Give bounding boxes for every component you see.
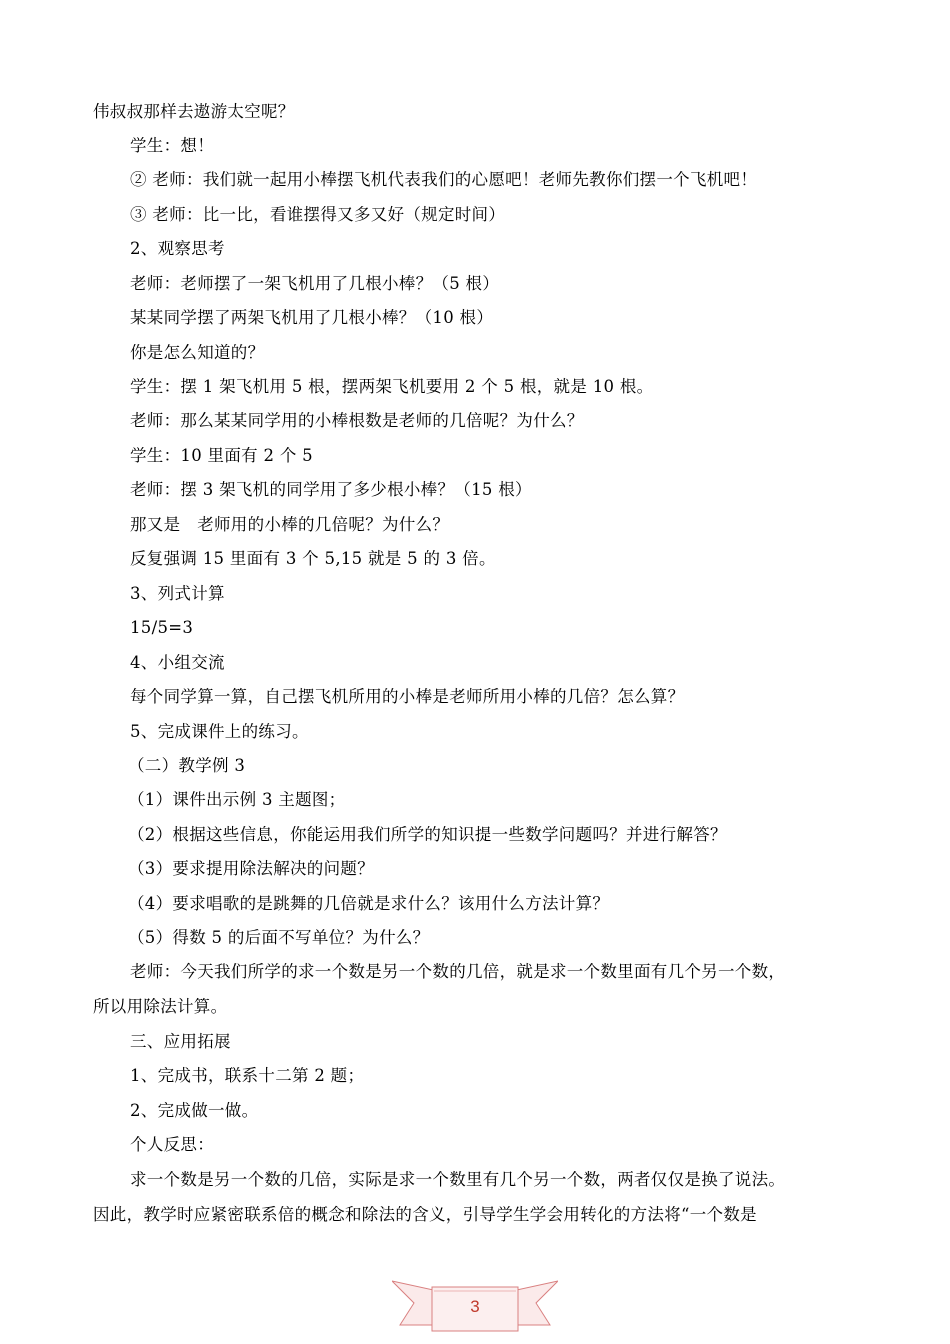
section-heading: 4、小组交流 (130, 653, 225, 672)
formula-line: 15/5=3 (130, 618, 194, 637)
text-line: 学生：10 里面有 2 个 5 (130, 446, 313, 465)
text-line: 老师：摆 3 架飞机的同学用了多少根小棒？（15 根） (130, 480, 532, 499)
text-line: （2）根据这些信息，你能运用我们所学的知识提一些数学问题吗？并进行解答？ (128, 825, 727, 844)
text-line: 求一个数是另一个数的几倍，实际是求一个数里有几个另一个数，两者仅仅是换了说法。 (130, 1170, 786, 1189)
text-line: （3）要求提用除法解决的问题？ (128, 859, 374, 878)
text-line: （4）要求唱歌的是跳舞的几倍就是求什么？该用什么方法计算？ (128, 894, 610, 913)
text-line: 所以用除法计算。 (93, 997, 228, 1016)
text-line: （5）得数 5 的后面不写单位？为什么？ (128, 928, 430, 947)
text-line: 学生：摆 1 架飞机用 5 根，摆两架飞机要用 2 个 5 根，就是 10 根。 (130, 377, 654, 396)
text-line: 因此，教学时应紧密联系倍的概念和除法的含义，引导学生学会用转化的方法将“一个数是 (93, 1205, 757, 1224)
text-line: 那又是 老师用的小棒的几倍呢？为什么？ (130, 515, 450, 534)
text-line: ② 老师：我们就一起用小棒摆飞机代表我们的心愿吧！老师先教你们摆一个飞机吧！ (130, 170, 758, 189)
text-line: 2、完成做一做。 (130, 1101, 259, 1120)
text-line: 某某同学摆了两架飞机用了几根小棒？（10 根） (130, 308, 494, 327)
text-line: 你是怎么知道的？ (130, 343, 265, 362)
section-heading: 2、观察思考 (130, 239, 225, 258)
text-line: 反复强调 15 里面有 3 个 5,15 就是 5 的 3 倍。 (130, 549, 496, 568)
text-line: 每个同学算一算，自己摆飞机所用的小棒是老师所用小棒的几倍？怎么算？ (130, 687, 685, 706)
section-heading: 5、完成课件上的练习。 (130, 722, 309, 741)
section-heading: （二）教学例 3 (128, 756, 246, 775)
section-heading: 三、应用拓展 (130, 1032, 231, 1051)
text-line: 伟叔叔那样去遨游太空呢？ (93, 102, 295, 121)
text-line: 个人反思： (130, 1135, 214, 1154)
text-line: ③ 老师：比一比，看谁摆得又多又好（规定时间） (130, 205, 506, 224)
text-line: （1）课件出示例 3 主题图； (128, 790, 346, 809)
text-line: 老师：今天我们所学的求一个数是另一个数的几倍，就是求一个数里面有几个另一个数， (130, 962, 786, 981)
text-line: 老师：那么某某同学用的小棒根数是老师的几倍呢？为什么？ (130, 411, 584, 430)
text-line: 学生：想！ (130, 136, 214, 155)
section-heading: 3、列式计算 (130, 584, 225, 603)
text-line: 1、完成书，联系十二第 2 题； (130, 1066, 365, 1085)
page-number: 3 (470, 1297, 480, 1316)
text-line: 老师：老师摆了一架飞机用了几根小棒？（5 根） (130, 274, 500, 293)
